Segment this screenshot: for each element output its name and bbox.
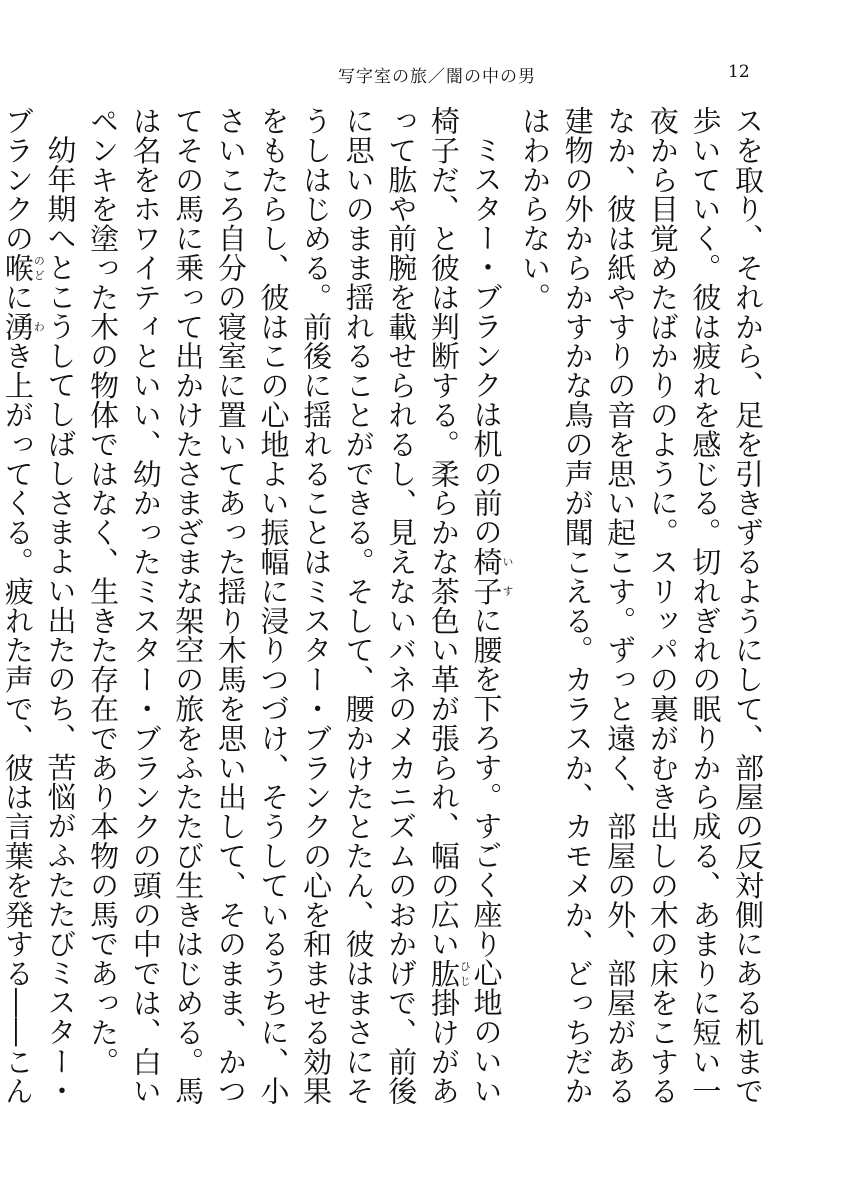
ruby-word: [0, 253, 46, 283]
paragraph-text: スを取り、それから、足を引きずるようにして、部屋の反対側にある机まで歩いていく。彼は疲れを感じる。切れぎれの眠りから成る、あまりに短い一夜から目覚めたばかりのように。スリッパの裏がむき出しの木の床をこするなか、彼は紙やすりの音を思い起こす。ずっと遠く、部屋の外、部屋がある建物の外からかすかな鳥の声が聞こえる。カラスか、カモメか、どっちだかはわからない。: [518, 106, 765, 1106]
paragraph-text: き上がってくる。疲れた声で、彼は言葉を発する――こん: [0, 341, 35, 1106]
furigana: ひじ: [458, 958, 472, 988]
furigana: いす: [500, 546, 514, 606]
running-header-title: 写字室の旅／闇の中の男: [338, 67, 536, 87]
paragraph-text: 幼年期へとこうしてしばしさまよい出たのち、苦悩がふたたびミスター・ブランクの: [0, 106, 78, 1106]
ruby-word: [469, 546, 514, 606]
paragraph-text: に腰を下ろす。すごく座り心地のいい椅子だ、と彼は判断する。柔らかな茶色い革が張られ、幅の広い: [426, 106, 504, 1106]
page-number: 12: [728, 62, 750, 82]
body-text-column: [0, 106, 769, 1116]
furigana: のど: [32, 253, 46, 283]
paragraph: [0, 106, 82, 1116]
ruby-base: 湧: [0, 311, 35, 342]
ruby-base: 肱: [426, 958, 461, 989]
ruby-word: [0, 311, 46, 342]
paragraph: [82, 106, 514, 1116]
ruby-base: 喉: [0, 253, 35, 283]
furigana: わ: [32, 311, 46, 342]
paragraph-text: 掛けがあって肱や前腕を載せられるし、見えないバネのメカニズムのおかげで、前後に思いのまま揺れることができる。そして、腰かけたとたん、彼はまさにそうしはじめる。前後に揺れることはミスター・ブランクの心を和ませる効果をもたらし、彼はこの心地よい振幅に浸りつづけ、そうしているうちに、小さいころ自分の寝室に置いてあった揺り木馬を思い出して、そのまま、かつてその馬に乗って出かけたさまざまな架空の旅をふたたび生きはじめる。馬は名をホワイティといい、幼かったミスター・ブランクの頭の中では、白いペンキを塗った木の物体ではなく、生きた存在であり本物の馬であった。: [86, 106, 461, 1106]
paragraph-text: に: [0, 282, 35, 312]
paragraph-text: ミスター・ブランクは机の前の: [469, 135, 504, 547]
ruby-word: [426, 958, 472, 989]
ruby-base: 椅子: [469, 546, 504, 606]
paragraph: [513, 106, 769, 1116]
